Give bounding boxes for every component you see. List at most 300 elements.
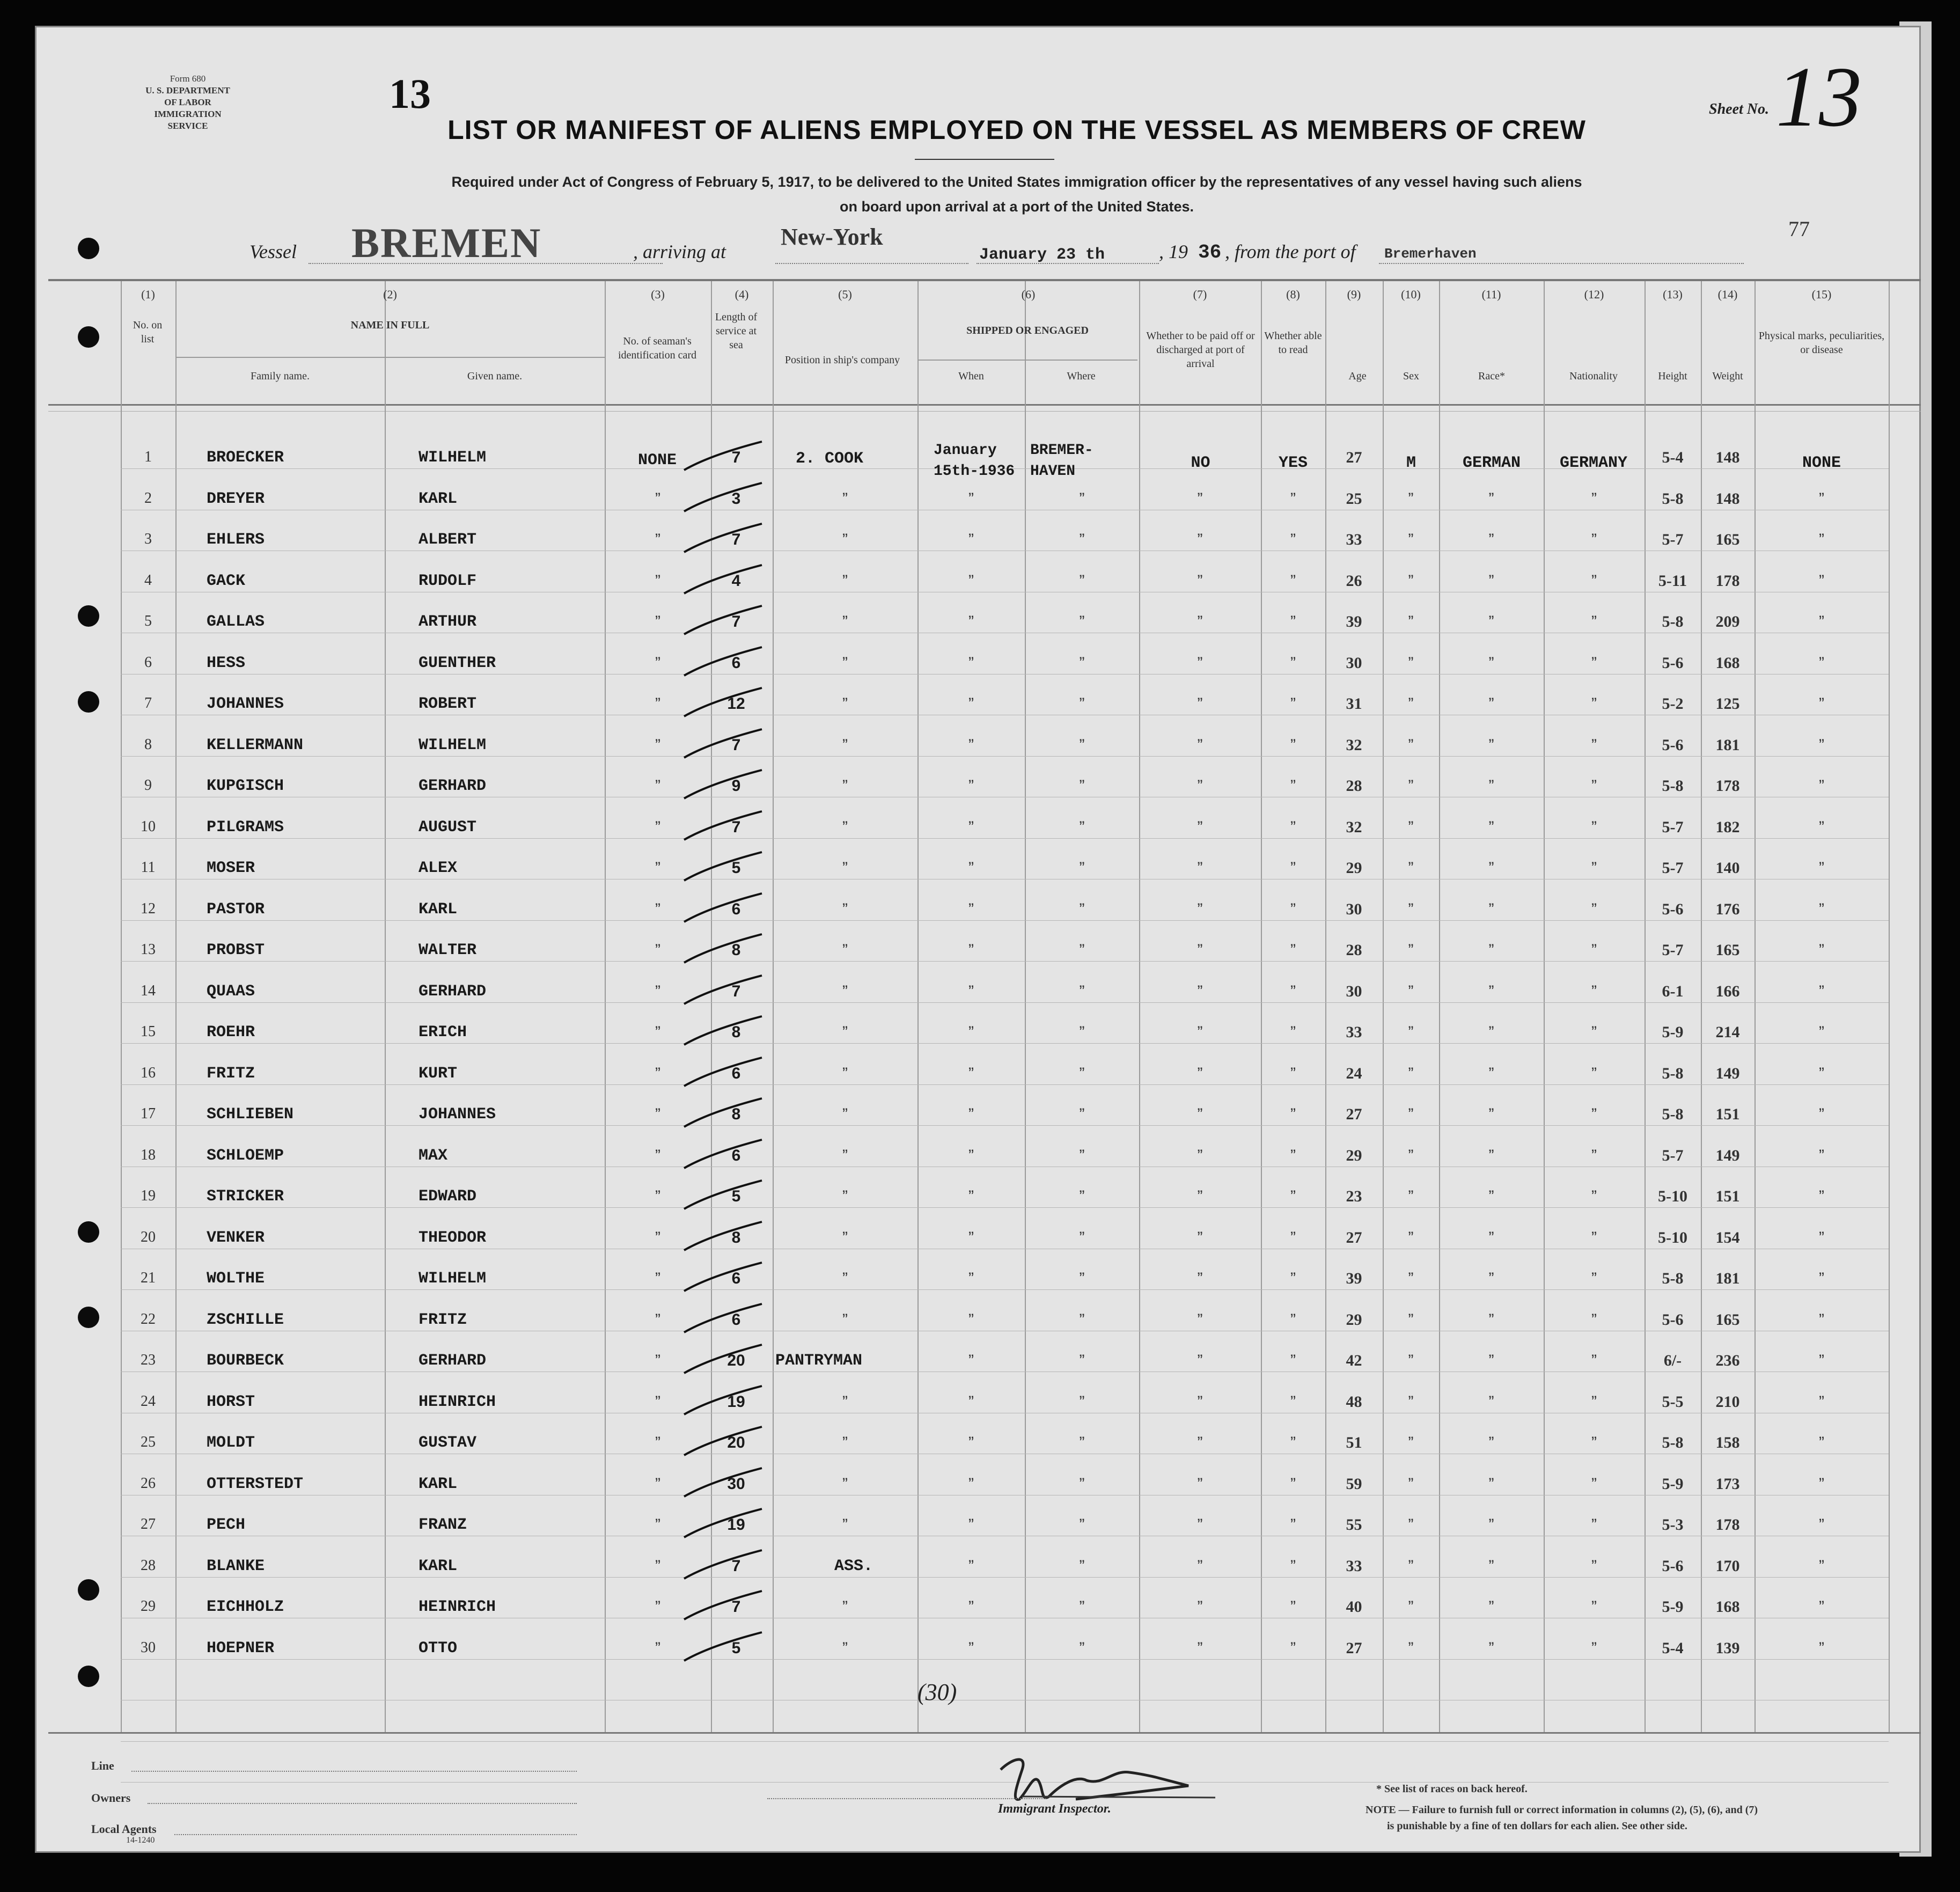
ditto-mark: ” xyxy=(1079,1187,1085,1205)
ditto-mark: ” xyxy=(1488,1434,1494,1451)
form-subtitle xyxy=(292,170,1741,219)
given-name: ERICH xyxy=(419,1023,467,1042)
weight: 178 xyxy=(1715,777,1740,795)
ditto-mark: ” xyxy=(1290,1270,1296,1287)
ditto-mark: ” xyxy=(655,859,660,877)
ditto-mark: ” xyxy=(1079,1516,1085,1534)
ditto-mark: ” xyxy=(1408,1516,1414,1534)
ditto-mark: ” xyxy=(1079,1310,1085,1329)
ditto-mark: ” xyxy=(1290,1639,1296,1657)
row-number: 5 xyxy=(144,613,152,629)
ditto-mark: ” xyxy=(1290,941,1296,959)
family-name: SCHLOEMP xyxy=(207,1146,284,1165)
row-number: 19 xyxy=(141,1187,156,1204)
weight: 170 xyxy=(1715,1557,1740,1575)
age: 51 xyxy=(1346,1434,1362,1451)
service-years: 8 xyxy=(731,1228,741,1246)
ditto-mark: ” xyxy=(1290,571,1296,590)
form-header xyxy=(140,73,236,132)
weight: 173 xyxy=(1715,1475,1740,1493)
family-name: GALLAS xyxy=(207,613,265,631)
row-number: 16 xyxy=(141,1064,156,1081)
signature-line xyxy=(767,1798,1046,1799)
family-name: BLANKE xyxy=(207,1557,265,1575)
ditto-mark: ” xyxy=(655,1105,660,1123)
header-sex: Sex xyxy=(1403,370,1419,382)
check-stroke xyxy=(676,1548,767,1585)
ditto-mark: ” xyxy=(1488,1392,1494,1411)
ditto-mark: ” xyxy=(1488,1270,1494,1287)
height: 5-6 xyxy=(1662,736,1684,754)
ditto-mark: ” xyxy=(1290,736,1296,754)
ditto-mark: ” xyxy=(842,1270,848,1287)
height: 5-7 xyxy=(1662,818,1684,836)
row-number: 7 xyxy=(144,695,152,712)
ditto-mark: ” xyxy=(842,736,848,754)
ditto-mark: ” xyxy=(1290,1310,1296,1329)
ditto-mark: ” xyxy=(1819,1023,1824,1041)
ditto-mark: ” xyxy=(968,1352,974,1369)
family-name: PASTOR xyxy=(207,900,265,919)
ditto-mark: ” xyxy=(968,1105,974,1123)
age: 30 xyxy=(1346,982,1362,1000)
ditto-mark: ” xyxy=(842,859,848,877)
given-name: KARL xyxy=(419,1557,458,1575)
ditto-mark: ” xyxy=(1408,941,1414,959)
punch-hole xyxy=(78,1307,99,1328)
weight: 139 xyxy=(1715,1639,1740,1657)
ditto-mark: ” xyxy=(842,1146,848,1164)
service-years: 9 xyxy=(731,777,741,795)
given-name: HEINRICH xyxy=(419,1392,496,1411)
ditto-mark: ” xyxy=(655,654,660,672)
family-name: MOLDT xyxy=(207,1434,255,1452)
column-number: (5) xyxy=(838,288,852,301)
height: 5-6 xyxy=(1662,654,1684,672)
ditto-mark: ” xyxy=(1591,982,1597,1000)
ditto-mark: ” xyxy=(1408,1270,1414,1287)
ditto-mark: ” xyxy=(1591,1228,1597,1246)
age: 33 xyxy=(1346,1023,1362,1041)
ditto-mark: ” xyxy=(1591,654,1597,672)
ditto-mark: ” xyxy=(1591,1270,1597,1287)
check-stroke xyxy=(676,1219,767,1257)
row-rule xyxy=(121,1741,1889,1742)
header-shipped: SHIPPED OR ENGAGED xyxy=(966,325,1089,336)
ditto-mark: ” xyxy=(1079,1434,1085,1451)
height: 5-9 xyxy=(1662,1598,1684,1616)
ditto-mark: ” xyxy=(1819,736,1824,754)
ditto-mark: ” xyxy=(1290,818,1296,836)
family-name: PECH xyxy=(207,1516,246,1534)
check-stroke xyxy=(676,644,767,682)
punch-hole xyxy=(78,238,99,259)
row-number: 26 xyxy=(141,1475,156,1492)
name-subrule xyxy=(175,357,605,358)
ditto-mark: ” xyxy=(1197,1146,1203,1164)
given-name: WILHELM xyxy=(419,736,487,754)
service-years: 7 xyxy=(731,1557,741,1575)
ditto-mark: ” xyxy=(1408,531,1414,548)
height: 5-8 xyxy=(1662,613,1684,630)
age: 33 xyxy=(1346,1557,1362,1575)
ditto-mark: ” xyxy=(1819,1475,1824,1493)
ditto-mark: ” xyxy=(1488,489,1494,508)
header-given-name: Given name. xyxy=(467,370,523,382)
column-number: (3) xyxy=(651,288,665,301)
ditto-mark: ” xyxy=(1079,1475,1085,1493)
weight: 151 xyxy=(1715,1187,1740,1205)
family-name: HOEPNER xyxy=(207,1639,275,1658)
ditto-mark: ” xyxy=(1408,736,1414,754)
ditto-mark: ” xyxy=(1488,1105,1494,1123)
weight: 181 xyxy=(1715,1270,1740,1287)
ditto-mark: ” xyxy=(1488,531,1494,548)
ditto-mark: ” xyxy=(842,1023,848,1041)
ditto-mark: ” xyxy=(1591,1475,1597,1493)
row-number: 27 xyxy=(141,1516,156,1532)
check-stroke xyxy=(676,1301,767,1339)
ditto-mark: ” xyxy=(1488,1516,1494,1534)
family-name: DREYER xyxy=(207,489,265,508)
agents-label: Local Agents xyxy=(91,1822,157,1836)
family-name: KUPGISCH xyxy=(207,777,284,795)
height: 6/- xyxy=(1663,1352,1682,1369)
weight: 154 xyxy=(1715,1228,1740,1246)
ditto-mark: ” xyxy=(1290,1475,1296,1493)
row-number: 4 xyxy=(144,571,152,589)
given-name: JOHANNES xyxy=(419,1105,496,1124)
ditto-mark: ” xyxy=(842,613,848,630)
ditto-mark: ” xyxy=(1290,859,1296,877)
ditto-mark: ” xyxy=(1079,900,1085,918)
cell-paid-off-1: NO xyxy=(1191,454,1210,472)
ditto-mark: ” xyxy=(1408,1557,1414,1575)
family-name: KELLERMANN xyxy=(207,736,304,754)
header-bottom-rule xyxy=(48,404,1921,406)
ditto-mark: ” xyxy=(1591,1105,1597,1123)
form-code: 14-1240 xyxy=(126,1836,155,1845)
service-years: 5 xyxy=(731,1187,741,1205)
ditto-mark: ” xyxy=(842,982,848,1000)
ditto-mark: ” xyxy=(655,1146,660,1164)
ditto-mark: ” xyxy=(1819,1639,1824,1657)
check-stroke xyxy=(676,1383,767,1421)
column-number: (9) xyxy=(1347,288,1361,301)
given-name: WILHELM xyxy=(419,449,487,467)
ditto-mark: ” xyxy=(968,941,974,959)
weight: 178 xyxy=(1715,1516,1740,1534)
ditto-mark: ” xyxy=(842,777,848,795)
ditto-mark: ” xyxy=(1819,777,1824,795)
row-number: 6 xyxy=(144,654,152,671)
form-number: Form 680 xyxy=(170,74,206,84)
given-name: WALTER xyxy=(419,941,477,959)
owners-label: Owners xyxy=(91,1791,131,1805)
ditto-mark: ” xyxy=(1290,695,1296,713)
ditto-mark: ” xyxy=(968,1392,974,1411)
height: 5-8 xyxy=(1662,1064,1684,1082)
ditto-mark: ” xyxy=(1290,900,1296,918)
ditto-mark: ” xyxy=(1819,1310,1824,1329)
weight: 209 xyxy=(1715,613,1740,630)
row-number: 1 xyxy=(144,449,152,465)
ditto-mark: ” xyxy=(1197,1475,1203,1493)
ditto-mark: ” xyxy=(1079,1352,1085,1369)
ditto-mark: ” xyxy=(968,1557,974,1575)
ditto-mark: ” xyxy=(1488,571,1494,590)
form-title: LIST OR MANIFEST OF ALIENS EMPLOYED ON THE VESSEL AS MEMBERS OF CREW xyxy=(447,115,1586,145)
ditto-mark: ” xyxy=(1819,859,1824,877)
ditto-mark: ” xyxy=(968,1187,974,1205)
family-name: EICHHOLZ xyxy=(207,1598,284,1616)
ditto-mark: ” xyxy=(655,900,660,918)
weight: 166 xyxy=(1715,982,1740,1000)
cell-sex-1: M xyxy=(1406,454,1416,472)
check-stroke xyxy=(676,932,767,969)
age: 27 xyxy=(1346,449,1362,466)
ditto-mark: ” xyxy=(1591,1392,1597,1411)
height: 5-6 xyxy=(1662,1557,1684,1575)
position: PANTRYMAN xyxy=(775,1352,863,1370)
ditto-mark: ” xyxy=(1591,736,1597,754)
ditto-mark: ” xyxy=(1488,1557,1494,1575)
ditto-mark: ” xyxy=(1408,1310,1414,1329)
ditto-mark: ” xyxy=(655,1516,660,1534)
ditto-mark: ” xyxy=(1408,654,1414,672)
weight: 181 xyxy=(1715,736,1740,754)
ditto-mark: ” xyxy=(968,489,974,508)
ditto-mark: ” xyxy=(1079,1146,1085,1164)
header-name-in-full: NAME IN FULL xyxy=(350,319,430,331)
check-stroke xyxy=(676,562,767,600)
ditto-mark: ” xyxy=(1819,571,1824,590)
ditto-mark: ” xyxy=(1197,1598,1203,1616)
header-length-service: Length of service at sea xyxy=(715,311,758,351)
ditto-mark: ” xyxy=(1488,1598,1494,1616)
ditto-mark: ” xyxy=(1079,859,1085,877)
table-top-rule xyxy=(48,279,1921,281)
ditto-mark: ” xyxy=(1408,1352,1414,1369)
ditto-mark: ” xyxy=(655,695,660,713)
ditto-mark: ” xyxy=(655,489,660,508)
header-paid-off: Whether to be paid off or discharged at port of arrival xyxy=(1146,330,1255,370)
ditto-mark: ” xyxy=(1079,531,1085,548)
age: 27 xyxy=(1346,1105,1362,1123)
row-number: 24 xyxy=(141,1392,156,1410)
ditto-mark: ” xyxy=(1197,1557,1203,1575)
ditto-mark: ” xyxy=(968,654,974,672)
ditto-mark: ” xyxy=(1408,1146,1414,1164)
ditto-mark: ” xyxy=(1591,900,1597,918)
height: 5-4 xyxy=(1662,449,1684,466)
agents-underline xyxy=(174,1834,577,1835)
check-stroke xyxy=(676,767,767,805)
service-years: 12 xyxy=(727,695,745,713)
check-stroke xyxy=(676,480,767,518)
family-name: VENKER xyxy=(207,1228,265,1247)
ditto-mark: ” xyxy=(1197,1639,1203,1657)
vessel-name: BREMEN xyxy=(351,219,542,266)
given-name: GUENTHER xyxy=(419,654,496,672)
weight: 176 xyxy=(1715,900,1740,918)
service-years: 7 xyxy=(731,736,741,754)
ditto-mark: ” xyxy=(1079,1392,1085,1411)
height: 5-10 xyxy=(1658,1228,1687,1246)
ditto-mark: ” xyxy=(1197,1310,1203,1329)
weight: 158 xyxy=(1715,1434,1740,1451)
ditto-mark: ” xyxy=(842,489,848,508)
age: 33 xyxy=(1346,531,1362,548)
ditto-mark: ” xyxy=(1290,613,1296,630)
age: 27 xyxy=(1346,1639,1362,1657)
header-physical: Physical marks, peculiarities, or disease xyxy=(1758,330,1885,356)
ditto-mark: ” xyxy=(1197,531,1203,548)
header-where: Where xyxy=(1067,370,1096,382)
ditto-mark: ” xyxy=(1488,1310,1494,1329)
family-name: STRICKER xyxy=(207,1187,284,1206)
height: 5-7 xyxy=(1662,531,1684,548)
age: 32 xyxy=(1346,736,1362,754)
ditto-mark: ” xyxy=(1819,1434,1824,1451)
ditto-mark: ” xyxy=(1591,1639,1597,1657)
weight: 168 xyxy=(1715,654,1740,672)
ditto-mark: ” xyxy=(1591,1598,1597,1616)
ditto-mark: ” xyxy=(1197,777,1203,795)
age: 55 xyxy=(1346,1516,1362,1534)
ditto-mark: ” xyxy=(1819,818,1824,836)
ditto-mark: ” xyxy=(1819,1392,1824,1411)
header-nationality: Nationality xyxy=(1569,370,1618,382)
ditto-mark: ” xyxy=(1290,982,1296,1000)
given-name: GERHARD xyxy=(419,777,487,795)
family-name: HESS xyxy=(207,654,246,672)
cell-where-1a: BREMER- xyxy=(1030,442,1093,459)
ditto-mark: ” xyxy=(1079,1228,1085,1246)
age: 40 xyxy=(1346,1598,1362,1616)
ditto-mark: ” xyxy=(655,1598,660,1616)
ditto-mark: ” xyxy=(1591,531,1597,548)
ditto-mark: ” xyxy=(1408,1105,1414,1123)
ditto-mark: ” xyxy=(842,818,848,836)
year-prefix: , 19 xyxy=(1159,241,1188,262)
row-number: 11 xyxy=(141,859,156,876)
row-number: 22 xyxy=(141,1310,156,1328)
ditto-mark: ” xyxy=(1591,1064,1597,1082)
age: 29 xyxy=(1346,1146,1362,1164)
ditto-mark: ” xyxy=(1290,1187,1296,1205)
age: 29 xyxy=(1346,859,1362,877)
column-number: (8) xyxy=(1286,288,1300,301)
weight: 182 xyxy=(1715,818,1740,836)
ditto-mark: ” xyxy=(1079,777,1085,795)
row-number: 28 xyxy=(141,1557,156,1574)
ditto-mark: ” xyxy=(655,1352,660,1369)
ditto-mark: ” xyxy=(1819,941,1824,959)
weight: 148 xyxy=(1715,449,1740,466)
row-number: 20 xyxy=(141,1228,156,1245)
punch-hole xyxy=(78,1221,99,1243)
header-able-read: Whether able to read xyxy=(1264,330,1322,356)
ditto-mark: ” xyxy=(1488,941,1494,959)
ditto-mark: ” xyxy=(655,1228,660,1246)
column-number: (11) xyxy=(1481,288,1501,301)
family-name: ZSCHILLE xyxy=(207,1310,284,1329)
age: 39 xyxy=(1346,613,1362,630)
ditto-mark: ” xyxy=(1819,1557,1824,1575)
ditto-mark: ” xyxy=(1079,1270,1085,1287)
departure-port: Bremerhaven xyxy=(1384,246,1477,262)
height: 6-1 xyxy=(1662,982,1684,1000)
row-number: 23 xyxy=(141,1352,156,1368)
service-years: 19 xyxy=(727,1516,745,1534)
ditto-mark: ” xyxy=(655,613,660,630)
manifest-sheet xyxy=(35,26,1921,1853)
given-name: GUSTAV xyxy=(419,1434,477,1452)
service-years: 3 xyxy=(731,489,741,508)
height: 5-10 xyxy=(1658,1187,1687,1205)
punch-hole xyxy=(78,691,99,713)
check-stroke xyxy=(676,1096,767,1133)
cell-card-1: NONE xyxy=(637,451,677,470)
port-underline xyxy=(1379,263,1744,264)
ditto-mark: ” xyxy=(1819,489,1824,508)
service-years: 7 xyxy=(731,531,741,548)
column-rule xyxy=(1889,281,1890,1732)
ditto-mark: ” xyxy=(968,859,974,877)
ditto-mark: ” xyxy=(842,1310,848,1329)
ditto-mark: ” xyxy=(655,736,660,754)
ditto-mark: ” xyxy=(968,982,974,1000)
ditto-mark: ” xyxy=(655,818,660,836)
ditto-mark: ” xyxy=(1819,1228,1824,1246)
ditto-mark: ” xyxy=(1408,571,1414,590)
given-name: KARL xyxy=(419,1475,458,1493)
punch-hole xyxy=(78,326,99,348)
age: 31 xyxy=(1346,695,1362,713)
ditto-mark: ” xyxy=(968,900,974,918)
family-name: HORST xyxy=(207,1392,255,1411)
vessel-label: Vessel xyxy=(249,241,297,262)
ditto-mark: ” xyxy=(1488,859,1494,877)
row-number: 17 xyxy=(141,1105,156,1122)
row-number: 14 xyxy=(141,982,156,999)
given-name: OTTO xyxy=(419,1639,458,1658)
ditto-mark: ” xyxy=(1197,1392,1203,1411)
check-stroke xyxy=(676,1506,767,1544)
row-number: 30 xyxy=(141,1639,156,1656)
row-number: 13 xyxy=(141,941,156,958)
service-years: 20 xyxy=(727,1352,745,1369)
family-name: PROBST xyxy=(207,941,265,959)
given-name: KARL xyxy=(419,489,458,508)
height: 5-8 xyxy=(1662,777,1684,795)
ditto-mark: ” xyxy=(655,1434,660,1451)
age: 28 xyxy=(1346,941,1362,959)
weight: 165 xyxy=(1715,1310,1740,1329)
table-row xyxy=(121,445,1889,478)
date-underline xyxy=(977,263,1159,264)
ditto-mark: ” xyxy=(1819,1064,1824,1082)
service-years: 5 xyxy=(731,1639,741,1657)
ditto-mark: ” xyxy=(1591,1516,1597,1534)
height: 5-2 xyxy=(1662,695,1684,713)
service-years: 6 xyxy=(731,1310,741,1329)
service-years: 6 xyxy=(731,654,741,672)
height: 5-5 xyxy=(1662,1392,1684,1411)
family-name: OTTERSTEDT xyxy=(207,1475,304,1493)
cell-when-1a: January xyxy=(934,442,997,459)
